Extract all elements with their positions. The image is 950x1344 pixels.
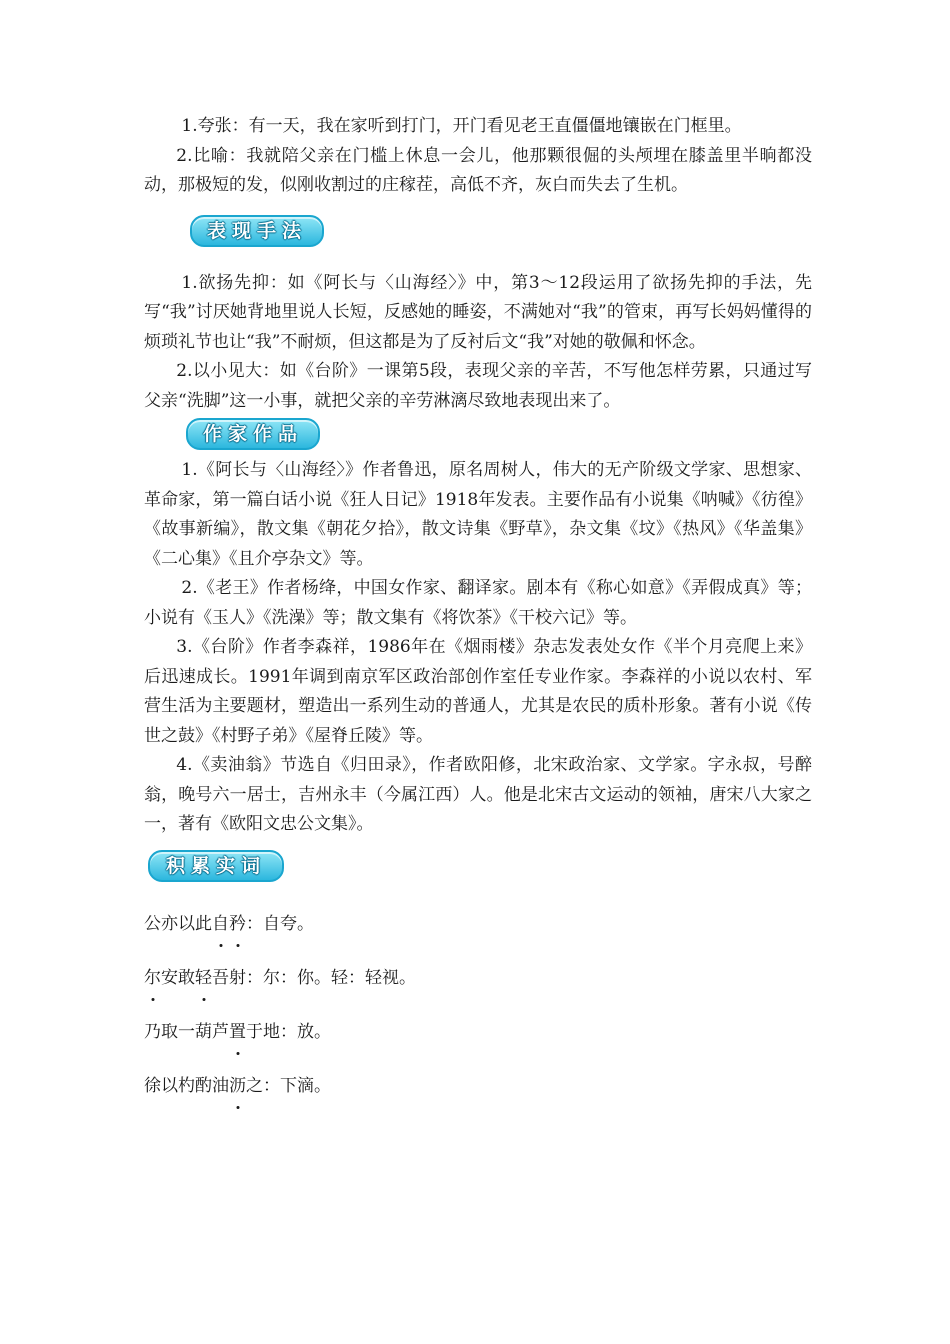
hyperbole-example: 1.夸张：有一天，我在家听到打门，开门看见老王直僵僵地镶嵌在门框里。 [181, 116, 742, 136]
word-entry-1 [144, 910, 812, 964]
word-entry-3 [144, 1018, 812, 1072]
word-meaning: 于地：放。 [246, 1021, 331, 1042]
author-paragraph-4: 4.《卖油翁》节选自《归田录》，作者欧阳修，北宋政治家、文学家。字永叔，号醉翁，晚号六一居士，吉州永丰（今属江西）人。他是北宋古文运动的领袖，唐宋八大家之一，著有《欧阳文忠公文集》。 [144, 755, 812, 834]
authors-banner: 作家作品 [186, 418, 320, 450]
word-text: 安敢 [161, 967, 195, 988]
dotted-char: 沥 [229, 1072, 246, 1101]
word-meaning: 之：下滴。 [246, 1075, 331, 1096]
techniques-banner: 表现手法 [190, 215, 324, 247]
word-text: 徐以杓酌油 [144, 1075, 229, 1096]
author-paragraph-2: 2.《老王》作者杨绛，中国女作家、翻译家。剧本有《称心如意》《弄假成真》等；小说有《玉人》《洗澡》等；散文集有《将饮茶》《干校六记》等。 [144, 578, 812, 628]
dotted-char: 置 [229, 1018, 246, 1047]
word-meaning: 吾射：尔：你。轻：轻视。 [212, 967, 416, 988]
dotted-char: 尔 [144, 964, 161, 993]
author-paragraph-3: 3.《台阶》作者李森祥，1986年在《烟雨楼》杂志发表处女作《半个月亮爬上来》后迅速成长。1991年调到南京军区政治部创作室任专业作家。李森祥的小说以农村、军营生活为主要题材，塑造出一系列生动的普通人，尤其是农民的质朴形象。著有小说《传世之鼓》《村野子弟》《屋脊丘陵》等。 [144, 637, 812, 746]
word-meaning: ：自夸。 [246, 913, 314, 934]
authors-banner-wrap [144, 416, 812, 456]
dotted-char: 自 [212, 910, 229, 939]
techniques-banner-wrap [144, 201, 812, 261]
word-text: 公亦以此 [144, 913, 212, 934]
word-entry-2 [144, 964, 812, 1018]
author-paragraph-1: 1.《阿长与〈山海经〉》作者鲁迅，原名周树人，伟大的无产阶级文学家、思想家、革命家，第一篇白话小说《狂人日记》1918年发表。主要作品有小说集《呐喊》《彷徨》《故事新编》，散文集《朝花夕拾》，散文诗集《野草》，杂文集《坟》《热风》《华盖集》《二心集》《且介亭杂文》等。 [144, 460, 812, 569]
word-text: 乃取一葫芦 [144, 1021, 229, 1042]
technique-paragraph-1: 1.欲扬先抑：如《阿长与〈山海经〉》中，第3～12段运用了欲扬先抑的手法，先写“我”讨厌她背地里说人长短，反感她的睡姿，不满她对“我”的管束，再写长妈妈懂得的烦琐礼节也让“我”不耐烦，但这都是为了反衬后文“我”对她的敬佩和怀念。 [144, 272, 812, 352]
words-banner: 积累实词 [148, 850, 284, 882]
dotted-char: 矜 [229, 910, 246, 939]
word-entry-4 [144, 1072, 812, 1126]
metaphor-example: 2.比喻：我就陪父亲在门槛上休息一会儿，他那颗很倔的头颅埋在膝盖里半晌都没动，那极短的发，似刚收割过的庄稼茬，高低不齐，灰白而失去了生机。 [144, 145, 812, 195]
document-body [144, 112, 812, 1126]
words-banner-wrap [144, 840, 812, 910]
dotted-char: 轻 [195, 964, 212, 993]
technique-paragraph-2: 2.以小见大：如《台阶》一课第5段，表现父亲的辛苦，不写他怎样劳累，只通过写父亲“洗脚”这一小事，就把父亲的辛劳淋漓尽致地表现出来了。 [144, 361, 812, 411]
